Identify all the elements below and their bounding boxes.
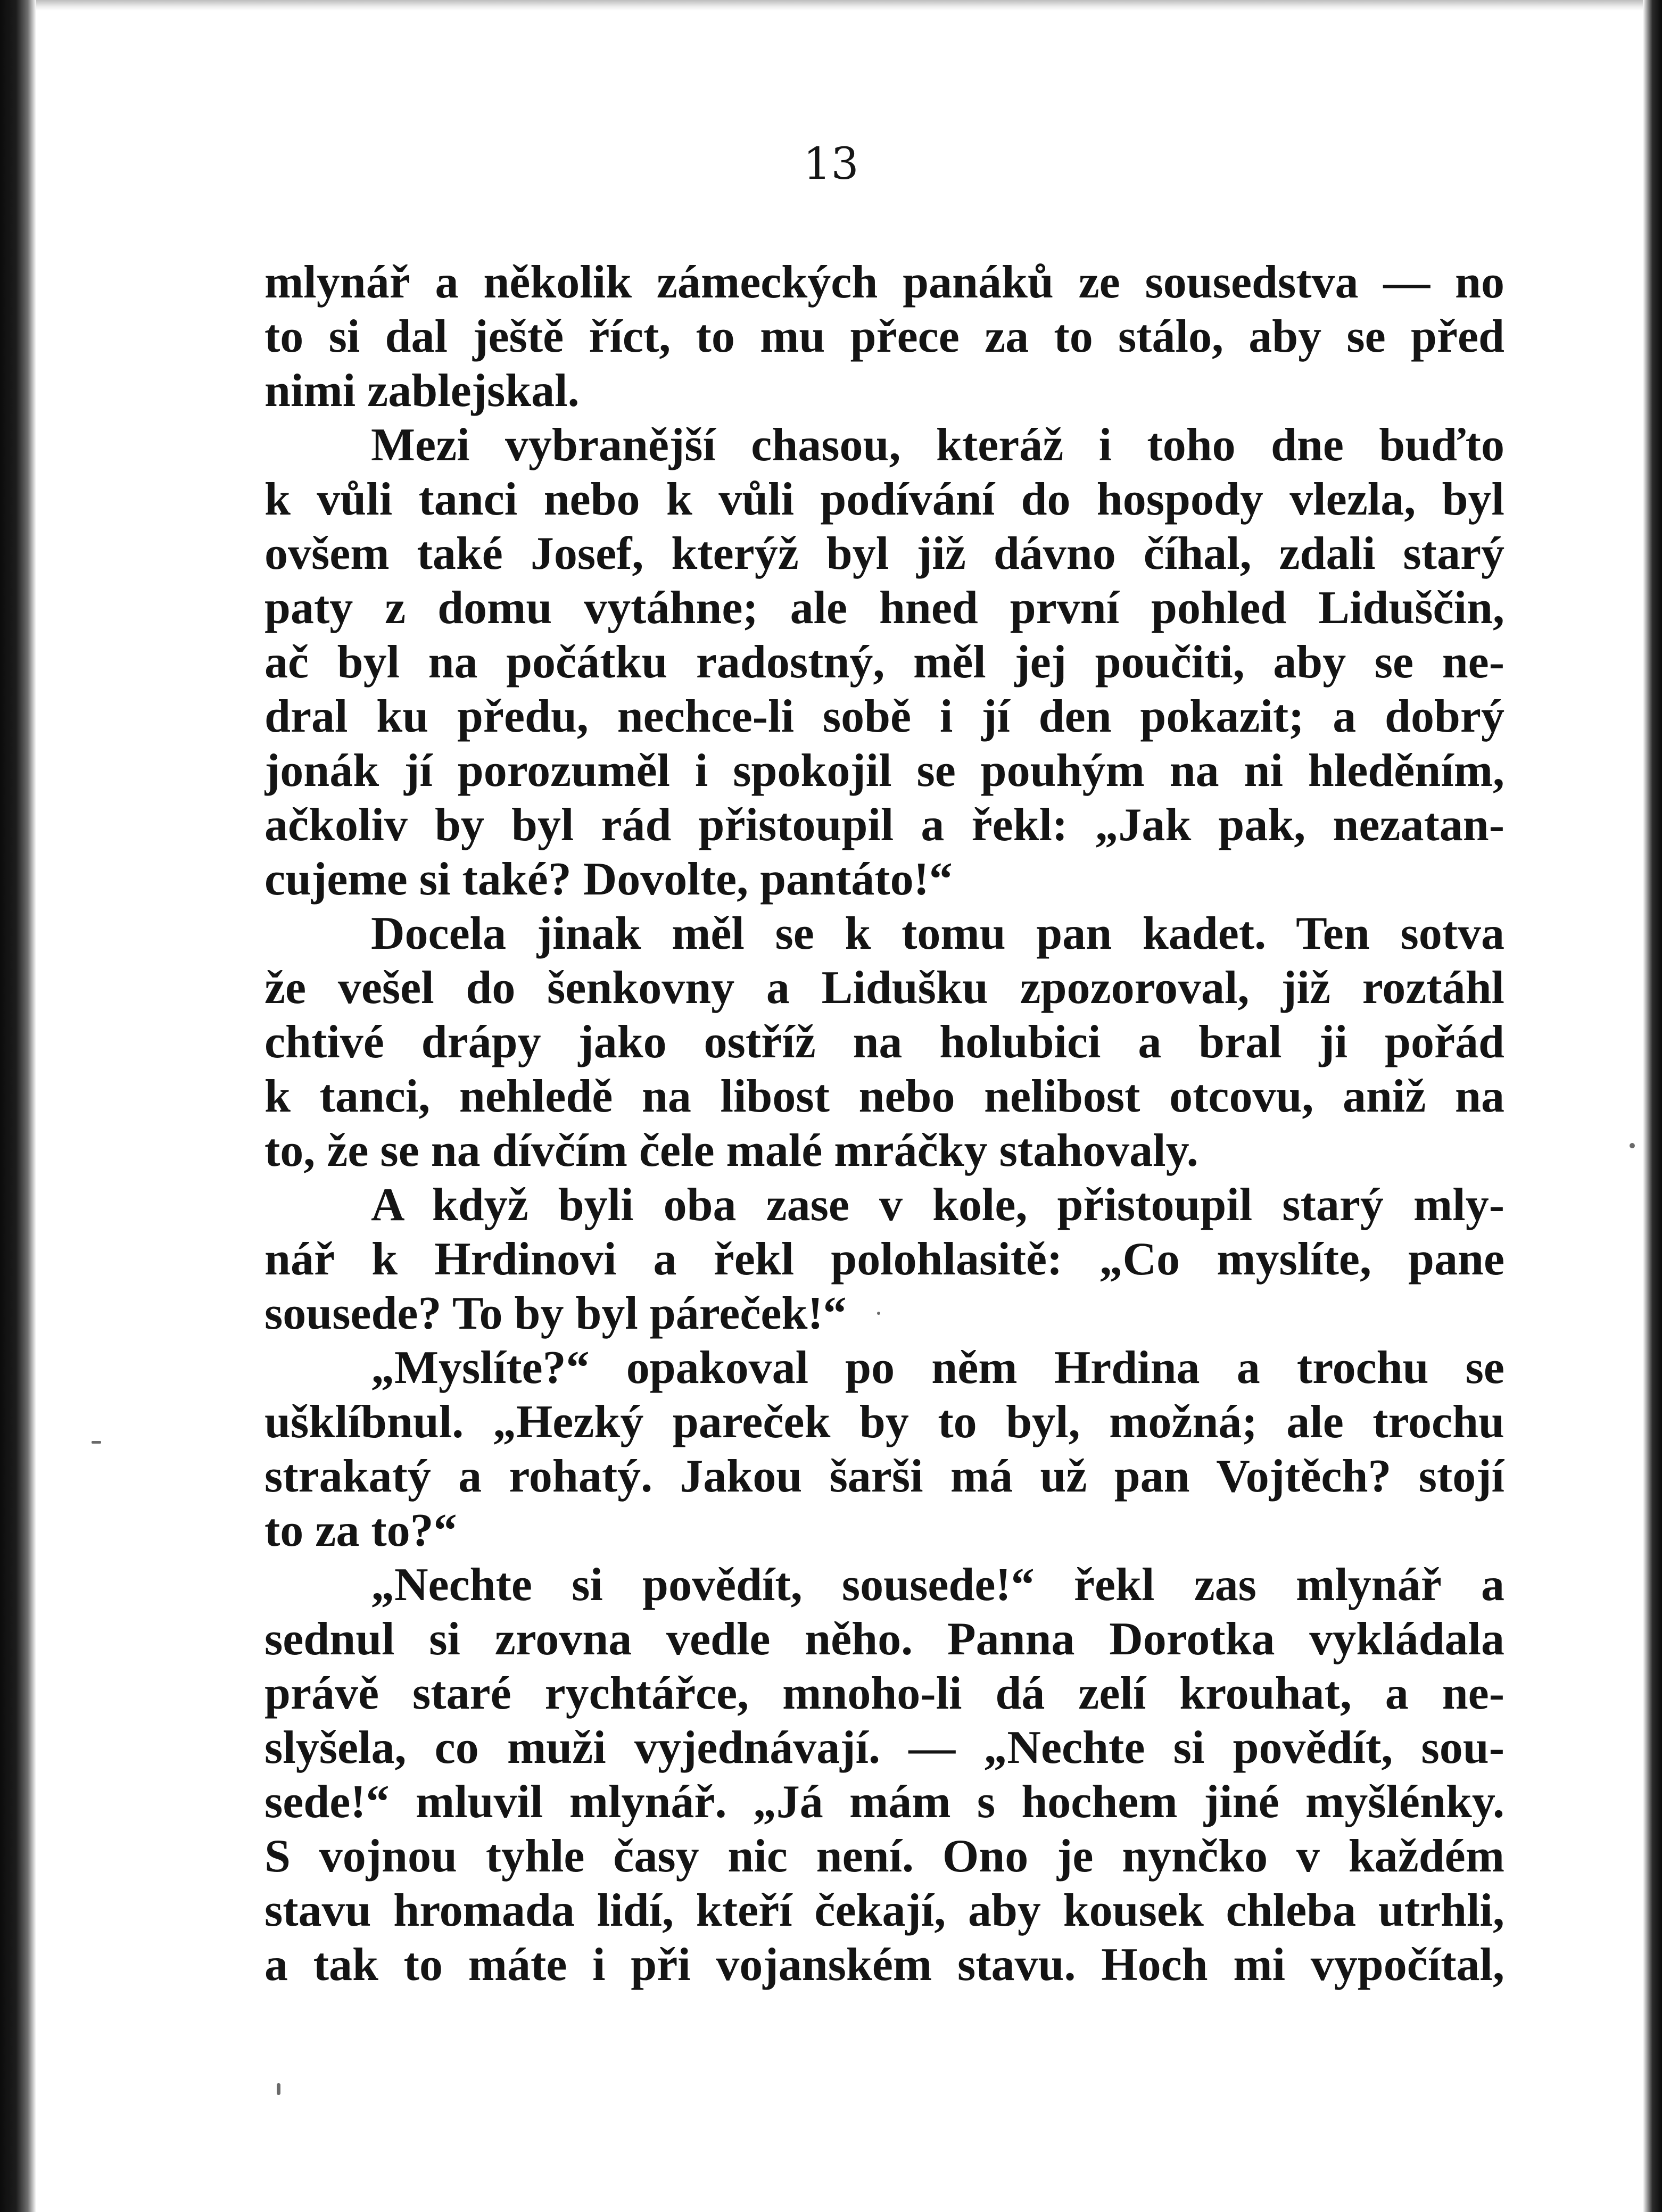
text-line: k tanci, nehledě na libost nebo nelibost otcovu, aniž na <box>264 1071 1504 1122</box>
text-line: nář k Hrdinovi a řekl polohlasitě: „Co myslíte, pane <box>264 1233 1504 1285</box>
text-line: to si dal ještě říct, to mu přece za to stálo, aby se před <box>264 311 1504 362</box>
text-line: strakatý a rohatý. Jakou šarši má už pan Vojtěch? stojí <box>264 1451 1504 1502</box>
text-line: S vojnou tyhle časy nic není. Ono je nynčko v každém <box>264 1830 1504 1882</box>
text-line: mlynář a několik zámeckých panáků ze sousedstva — no <box>264 256 1504 308</box>
text-line: právě staré rychtářce, mnoho-li dá zelí krouhat, a ne- <box>264 1668 1504 1719</box>
text-line: sednul si zrovna vedle něho. Panna Dorotka vykládala <box>264 1613 1504 1665</box>
text-line: a tak to máte i při vojanském stavu. Hoch mi vypočítal, <box>264 1939 1504 1991</box>
text-line: chtivé drápy jako ostříž na holubici a bral ji pořád <box>264 1016 1504 1068</box>
text-line: dral ku předu, nechce-li sobě i jí den pokazit; a dobrý <box>264 691 1504 742</box>
page-left-edge-shadow <box>0 0 36 2212</box>
text-line: Docela jinak měl se k tomu pan kadet. Ten sotva <box>371 908 1504 959</box>
text-line: že vešel do šenkovny a Lidušku zpozoroval, již roztáhl <box>264 962 1504 1014</box>
text-line: ač byl na počátku radostný, měl jej poučiti, aby se ne- <box>264 636 1504 688</box>
text-line: sede!“ mluvil mlynář. „Já mám s hochem jiné myšlénky. <box>264 1776 1504 1828</box>
scan-speck <box>1630 1143 1635 1148</box>
text-line: ušklíbnul. „Hezký pareček by to byl, možná; ale trochu <box>264 1396 1504 1448</box>
text-line: ačkoliv by byl rád přistoupil a řekl: „Jak pak, nezatan- <box>264 799 1504 851</box>
text-line: „Nechte si povědít, sousede!“ řekl zas mlynář a <box>371 1559 1504 1611</box>
text-line: cujeme si také? Dovolte, pantáto!“ <box>264 854 953 905</box>
scan-speck <box>92 1441 101 1444</box>
text-line: ovšem také Josef, kterýž byl již dávno číhal, zdali starý <box>264 528 1504 579</box>
text-line: k vůli tanci nebo k vůli podívání do hospody vlezla, byl <box>264 474 1504 525</box>
body-text <box>264 255 1504 1992</box>
scan-speck <box>877 1312 880 1315</box>
text-line: nimi zablejskal. <box>264 365 580 417</box>
text-line: to za to?“ <box>264 1505 457 1556</box>
text-line: to, že se na dívčím čele malé mráčky stahovaly. <box>264 1125 1198 1177</box>
scan-speck <box>277 2083 280 2095</box>
text-line: Mezi vybranější chasou, kteráž i toho dne buďto <box>371 419 1504 471</box>
page-number: 13 <box>803 139 859 189</box>
text-line: sousede? To by byl páreček!“ <box>264 1288 847 1339</box>
text-line: paty z domu vytáhne; ale hned první pohled Liduščin, <box>264 582 1504 634</box>
text-line: jonák jí porozuměl i spokojil se pouhým na ni hleděním, <box>264 745 1504 797</box>
text-line: slyšela, co muži vyjednávají. — „Nechte si povědít, sou- <box>264 1722 1504 1774</box>
text-line: stavu hromada lidí, kteří čekají, aby kousek chleba utrhli, <box>264 1885 1504 1936</box>
page-top-edge <box>0 0 1662 11</box>
text-line: A když byli oba zase v kole, přistoupil starý mly- <box>371 1179 1504 1231</box>
text-line: „Myslíte?“ opakoval po něm Hrdina a trochu se <box>371 1342 1504 1394</box>
page-right-edge-shadow <box>1643 0 1662 2212</box>
